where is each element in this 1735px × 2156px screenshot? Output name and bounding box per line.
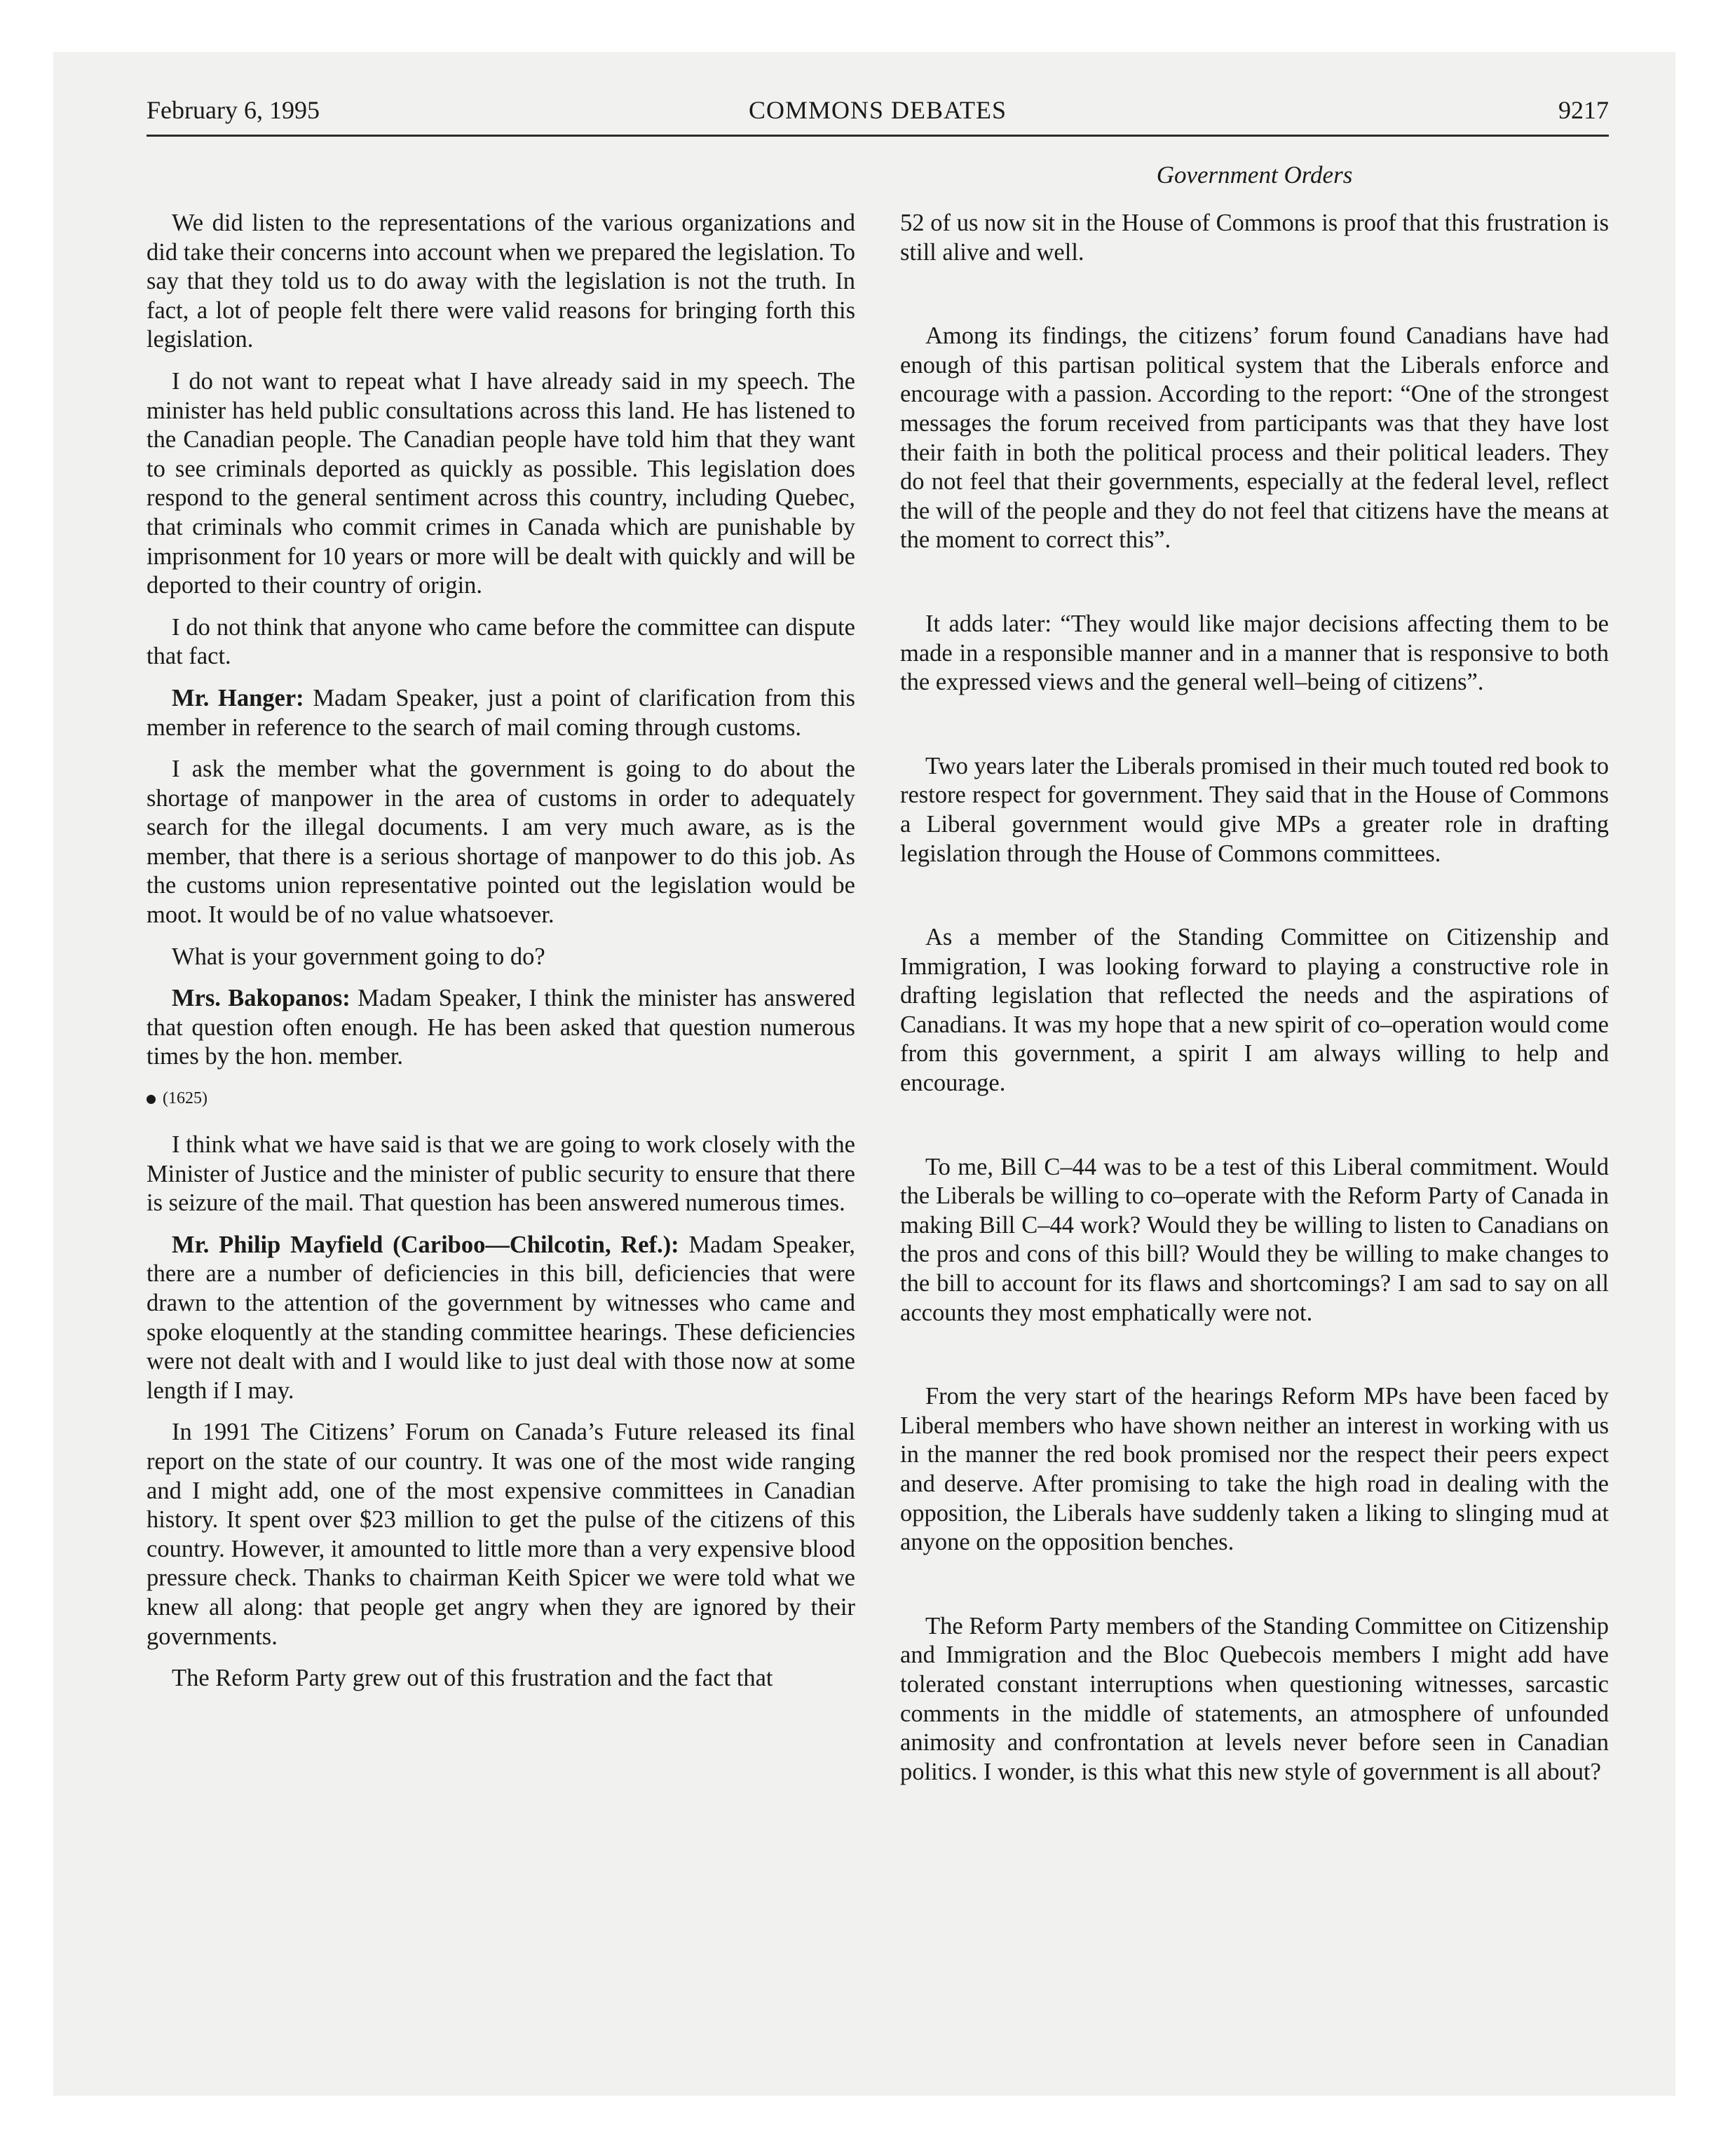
time-marker — [147, 1084, 855, 1112]
time-marker-text: (1625) — [163, 1089, 207, 1108]
paragraph: In 1991 The Citizens’ Forum on Canada’s Future released its final report on the state of our country. It was one of the most wide ranging and I might add, one of the most expensive committees in Canadian history. It spent over $23 million to get the pulse of the citizens of this country. However, it amounted to little more than a very expensive blood pressure check. Thanks to chairman Keith Spicer we were told what we knew all along: that people get angry when they are ignored by their governments. — [147, 1419, 855, 1650]
header-title: COMMONS DEBATES — [748, 96, 1007, 124]
speaker-name: Mrs. Bakopanos: — [172, 985, 351, 1012]
left-column — [147, 209, 855, 1706]
speaker-name: Mr. Hanger: — [172, 684, 304, 711]
paragraph: The Reform Party grew out of this frustration and the fact that — [172, 1665, 773, 1692]
speaker-name: Mr. Philip Mayfield (Cariboo—Chilcotin, Ref.): — [172, 1231, 679, 1258]
speech-text: Madam Speaker, just a point of clarification from this member in reference to the search of mail coming through customs. — [147, 684, 855, 741]
paragraph: I ask the member what the government is going to do about the shortage of manpower in the area of customs in order to adequately search for the illegal documents. I am very much aware, as is the member, that there is a serious shortage of manpower to do this job. As the customs union representative pointed out the legislation would be moot. It would be of no value whatsoever. — [147, 756, 855, 929]
paragraph: 52 of us now sit in the House of Commons is proof that this frustration is still alive and well. — [900, 210, 1609, 266]
speech-paragraph — [147, 684, 855, 742]
paragraph: To me, Bill C–44 was to be a test of this Liberal commitment. Would the Liberals be willing to co–operate with the Reform Party of Canada in making Bill C–44 work? Would they be willing to listen to Canadians on the pros and cons of this bill? Would they be willing to make changes to the bill to account for its flaws and shortcomings? I am sad to say on all accounts they most emphatically were not. — [900, 1153, 1609, 1326]
paragraph: What is your government going to do? — [172, 943, 545, 970]
speech-paragraph — [147, 984, 855, 1072]
header-date: February 6, 1995 — [147, 96, 320, 124]
section-title: Government Orders — [1156, 161, 1353, 189]
paragraph: I think what we have said is that we are going to work closely with the Minister of Justice and the minister of public security to ensure that there is seizure of the mail. That question has been answered numerous times. — [147, 1131, 855, 1217]
page-header — [147, 91, 1609, 137]
paragraph: From the very start of the hearings Reform MPs have been faced by Liberal members who have shown neither an interest in working with us in the manner the red book promised nor the respect their peers expect and deserve. After promising to take the high road in dealing with the opposition, the Liberals have suddenly taken a liking to slinging mud at anyone on the opposition benches. — [900, 1383, 1609, 1556]
speech-text: Madam Speaker, there are a number of deficiencies in this bill, deficiencies that were drawn to the attention of the government by witnesses who came and spoke eloquently at the standing committee hearings. These deficiencies were not dealt with and I would like to just deal with those now at some length if I may. — [147, 1231, 855, 1404]
speech-paragraph — [147, 1231, 855, 1406]
paragraph: We did listen to the representations of the various organizations and did take their concerns into account when we prepared the legislation. To say that they told us to do away with the legislation is not the truth. In fact, a lot of people felt there were valid reasons for bringing forth this legislation. — [147, 210, 855, 353]
paragraph: It adds later: “They would like major decisions affecting them to be made in a responsible manner and in a manner that is responsive to both the expressed views and the general well–being of citizens”. — [900, 610, 1609, 696]
document-page — [147, 91, 1609, 1984]
speech-text: Madam Speaker, I think the minister has answered that question often enough. He has been asked that question numerous times by the hon. member. — [147, 985, 855, 1070]
paragraph: As a member of the Standing Committee on Citizenship and Immigration, I was looking forward to playing a constructive role in drafting legislation that reflected the needs and the aspirations of Canadians. It was my hope that a new spirit of co–operation would come from this government, a spirit I am always willing to help and encourage. — [900, 924, 1609, 1097]
paragraph: I do not want to repeat what I have already said in my speech. The minister has held public consultations across this land. He has listened to the Canadian people. The Canadian people have told him that they want to see criminals deported as quickly as possible. This legislation does respond to the general sentiment across this country, including Quebec, that criminals who commit crimes in Canada which are punishable by imprisonment for 10 years or more will be dealt with quickly and will be deported to their country of origin. — [147, 367, 855, 599]
paragraph: The Reform Party members of the Standing Committee on Citizenship and Immigration and the Bloc Quebecois members I might add have tolerated constant interruptions when questioning witnesses, sarcastic comments in the middle of statements, an atmosphere of unfounded animosity and confrontation at levels never before seen in Canadian politics. I wonder, is this what this new style of government is all about? — [900, 1612, 1609, 1785]
right-column — [900, 209, 1609, 1787]
header-page-number: 9217 — [1558, 96, 1609, 124]
paragraph: Two years later the Liberals promised in their much touted red book to restore respect for government. They said that in the House of Commons a Liberal government would give MPs a greater role in drafting legislation through the House of Commons committees. — [900, 752, 1609, 867]
paragraph: Among its findings, the citizens’ forum found Canadians have had enough of this partisan political system that the Liberals enforce and encourage with a passion. According to the report: “One of the strongest messages the forum received from participants was that they have lost their faith in both the political process and their political leaders. They do not feel that their governments, especially at the federal level, reflect the will of the people and they do not feel that citizens have the means at the moment to correct this”. — [900, 322, 1609, 554]
bullet-icon — [147, 1095, 156, 1104]
paragraph: I do not think that anyone who came before the committee can dispute that fact. — [147, 613, 855, 670]
